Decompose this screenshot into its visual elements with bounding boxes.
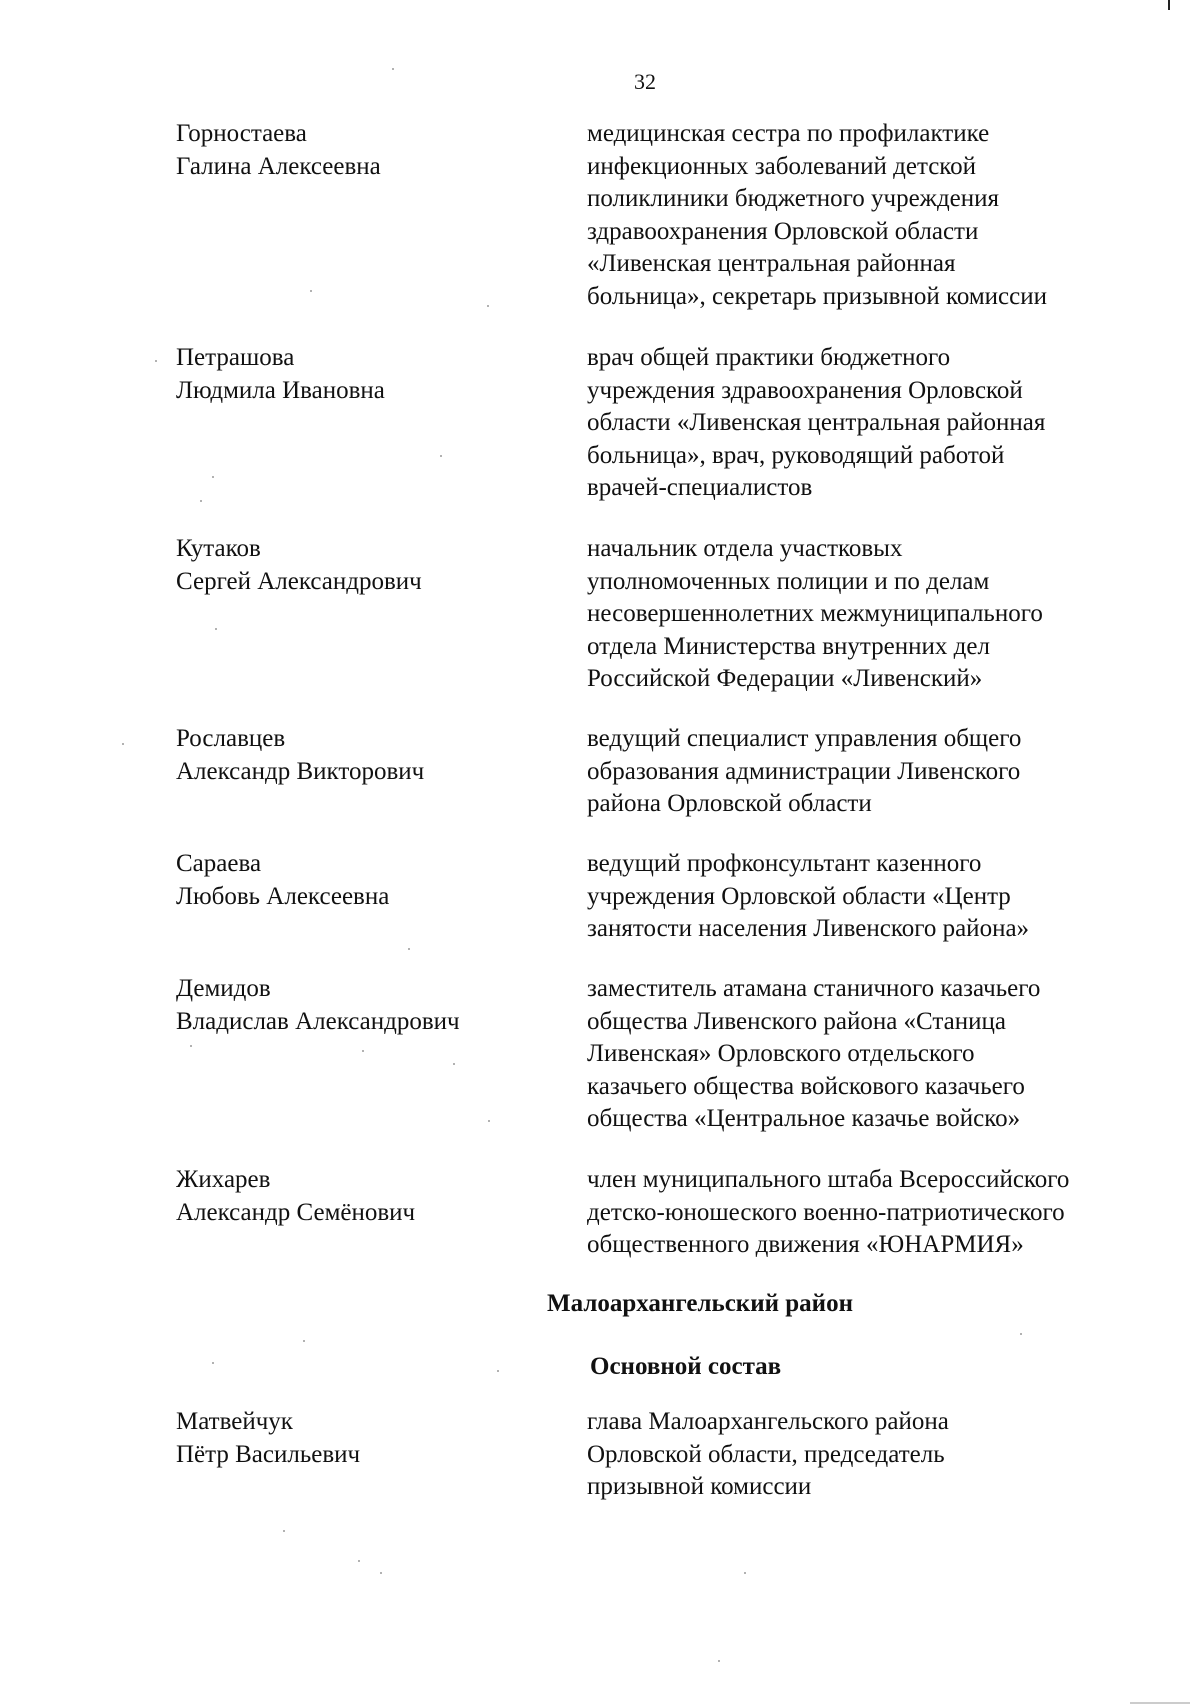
role-line: инфекционных заболеваний детской [587,152,977,180]
member-given-name: Людмила Ивановна [176,376,385,404]
corner-mark [1168,0,1170,10]
role-line: ведущий профконсультант казенного [587,850,982,877]
member-name [176,1406,536,1471]
role-line: образования администрации Ливенского [587,757,1021,785]
role-line: несовершеннолетних межмуниципального [587,600,1043,627]
role-line: казачьего общества войскового казачьего [587,1072,1025,1100]
role-line: Ливенская» Орловского отдельского [587,1040,975,1067]
role-line: врач общей практики бюджетного [587,344,951,371]
scan-speck [380,1572,382,1574]
role-line: области «Ливенская центральная районная [587,409,1046,436]
scan-speck [497,1370,499,1372]
member-given-name: Александр Семёнович [176,1198,416,1226]
member-name [176,533,536,598]
role-line: врачей-специалистов [587,474,813,501]
scan-speck [190,1045,192,1047]
member-given-name: Любовь Алексеевна [176,882,390,910]
member-given-name: Владислав Александрович [176,1007,460,1035]
member-role [587,1406,1147,1504]
scan-speck [453,1063,455,1065]
member-role [587,848,1147,946]
role-line: заместитель атамана станичного казачьего [587,975,1041,1002]
scan-speck [392,68,394,70]
member-role [587,533,1147,696]
role-line: занятости населения Ливенского района» [587,915,1030,942]
role-line: медицинская сестра по профилактике [587,120,990,147]
member-surname: Демидов [176,975,271,1002]
role-line: учреждения Орловской области «Центр [587,882,1011,910]
role-line: глава Малоархангельского района [587,1408,949,1435]
role-line: больница», секретарь призывной комиссии [587,282,1048,310]
role-line: Орловской области, председатель [587,1440,945,1468]
role-line: призывной комиссии [587,1473,812,1500]
scan-speck [155,360,157,362]
role-line: поликлиники бюджетного учреждения [587,185,1000,212]
section-title: Малоархангельский район [547,1290,853,1317]
subsection-title: Основной состав [590,1353,782,1380]
member-given-name: Сергей Александрович [176,567,422,595]
member-name [176,342,536,407]
role-line: отдела Министерства внутренних дел [587,632,990,660]
member-surname: Рославцев [176,725,286,752]
scan-speck [488,1120,490,1122]
scan-speck [122,743,124,745]
role-line: детско-юношеского военно-патриотического [587,1198,1065,1226]
member-surname: Горностаева [176,120,307,147]
member-role [587,1164,1147,1262]
role-line: общества «Центральное казачье войско» [587,1105,1021,1132]
scan-speck [283,1530,285,1532]
scan-speck [487,305,489,307]
member-name [176,973,536,1038]
member-surname: Жихарев [176,1166,271,1193]
member-name [176,118,536,183]
member-surname: Петрашова [176,344,295,371]
member-surname: Матвейчук [176,1408,293,1435]
scan-speck [1020,1333,1022,1335]
scan-speck [718,1660,720,1662]
role-line: «Ливенская центральная районная [587,250,956,277]
member-surname: Кутаков [176,535,261,562]
scan-speck [212,476,214,478]
role-line: уполномоченных полиции и по делам [587,567,990,595]
scan-speck [212,1362,214,1364]
member-given-name: Александр Викторович [176,757,425,785]
member-role [587,973,1147,1136]
scan-speck [310,290,312,292]
member-role [587,723,1147,821]
role-line: ведущий специалист управления общего [587,725,1022,752]
member-role [587,118,1147,313]
scan-speck [358,1560,360,1562]
scan-speck [200,500,202,502]
scan-speck [744,1572,746,1574]
member-name [176,723,536,788]
scan-speck [303,1340,305,1342]
role-line: член муниципального штаба Всероссийского [587,1166,1070,1193]
member-role [587,342,1147,505]
member-given-name: Пётр Васильевич [176,1440,361,1468]
role-line: общества Ливенского района «Станица [587,1007,1006,1035]
role-line: начальник отдела участковых [587,535,903,562]
member-name [176,1164,536,1229]
scan-speck [440,455,442,457]
scan-speck [215,628,217,630]
member-name [176,848,536,913]
member-surname: Сараева [176,850,262,877]
role-line: общественного движения «ЮНАРМИЯ» [587,1231,1024,1258]
scan-speck [408,948,410,950]
role-line: здравоохранения Орловской области [587,217,979,245]
scan-speck [362,1050,364,1052]
role-line: района Орловской области [587,790,872,817]
member-given-name: Галина Алексеевна [176,152,381,180]
role-line: больница», врач, руководящий работой [587,441,1005,469]
role-line: учреждения здравоохранения Орловской [587,376,1023,404]
role-line: Российской Федерации «Ливенский» [587,665,983,692]
page-number: 32 [634,69,656,94]
